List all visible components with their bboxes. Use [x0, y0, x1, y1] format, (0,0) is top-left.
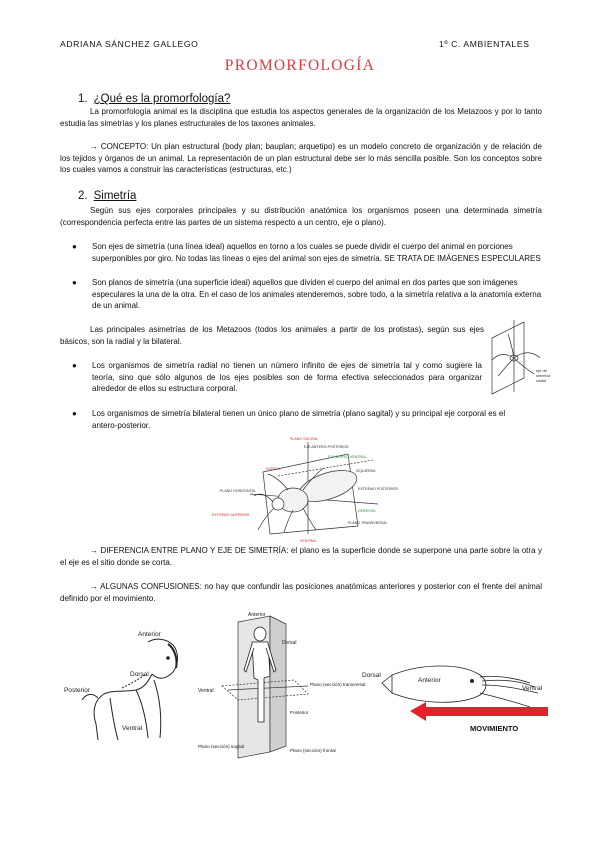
bullet-bilateral-text: Los organismos de simetría bilateral tienen un único plano de simetría (plano sagital) y su principal eje corporal es el antero-posterior.: [92, 409, 506, 430]
insect-bilateral-figure: [208, 434, 403, 544]
dog-figure: [64, 628, 190, 746]
section-2-number: 2.: [78, 190, 88, 202]
section-2-paragraph-3: → DIFERENCIA ENTRE PLANO Y EJE DE SIMETRÍA: el plano es la superficie donde se superpone una parte sobre la otra y el eje es el sitio donde se corta.: [60, 546, 542, 567]
bullet-dot: ●: [72, 409, 77, 418]
human-label-posterior: Posterior: [290, 710, 309, 715]
radial-symmetry-figure: [484, 318, 554, 396]
bullet-planos-text: Son planos de simetría (una superficie ideal) aquellos que dividen el cuerpo del animal en dos partes que son imágenes especulares la una de la otra. En el caso de los animales atenderemos, sobre todo, a la simetría relativa a la anatomía externa de un animal.: [92, 278, 542, 310]
section-1-title: ¿Qué es la promorfología?: [93, 93, 231, 105]
label-derecha: DERECHA: [358, 509, 376, 513]
dog-label-dorsal: Dorsal: [130, 671, 149, 678]
label-eje-antero: EJE ANTERO-POSTERIOR: [304, 445, 349, 449]
human-label-dorsal: Dorsal: [282, 640, 297, 646]
bullet-radial-text: Los organismos de simetría radial no tienen un número infinito de ejes de simetría tal y como sugiere la teoría, sino que sólo algunos de los ejes posibles son de forma efectiva seleccionados para organizar alrededor de ellos su estructura corporal.: [92, 361, 482, 393]
movement-label: MOVIMIENTO: [470, 724, 519, 733]
radial-label-3: radial: [536, 378, 546, 383]
section-2-paragraph-4: → ALGUNAS CONFUSIONES: no hay que confundir las posiciones anatómicas anteriores y posterior con el frente del animal definido por el movimiento.: [60, 582, 542, 603]
bullet-dot: ●: [72, 242, 77, 251]
human-label-plano-transversal: Plano (sección) transversal: [310, 682, 366, 687]
bullet-planos: [72, 277, 542, 312]
human-label-plano-sagital: Plano (sección) sagital: [198, 744, 245, 749]
section-1-number: 1.: [78, 93, 88, 105]
section-2-heading: [78, 189, 136, 204]
bullet-dot: ●: [72, 278, 77, 287]
human-label-anterior: Anterior: [248, 612, 266, 618]
section-1-heading: [78, 92, 230, 107]
movement-arrow-icon: [410, 702, 548, 721]
section-2-paragraph-2: Las principales asimetrías de los Metazoos (todos los animales a partir de los protistas), según sus ejes básicos, son la radial y la bilateral.: [60, 325, 484, 346]
bullet-dot: ●: [72, 361, 77, 370]
section-2-paragraph-1: Según sus ejes corporales principales y su distribución anatómica los organismos poseen una determinada simetría (correspondencia perfecta entre las partes de un sistema respecto a un centro, eje o plano).: [60, 206, 542, 227]
radial-label-2: simetría: [536, 373, 551, 378]
squid-label-dorsal: Dorsal: [362, 672, 381, 679]
squid-label-anterior: Anterior: [418, 677, 441, 684]
label-plano-sagital: PLANO SAGITAL: [290, 437, 319, 441]
movement-arrow-figure: [410, 700, 550, 734]
section-2-title: Simetría: [93, 190, 137, 202]
human-label-ventral: Ventral: [198, 688, 214, 694]
label-ventral: VENTRAL: [300, 539, 317, 543]
dog-label-anterior: Anterior: [138, 631, 161, 638]
bullet-bilateral: [72, 408, 512, 431]
label-dorsal: DORSAL: [266, 467, 281, 471]
course-name: 1º C. AMBIENTALES: [439, 39, 530, 49]
human-figure: [198, 612, 366, 762]
label-eje-dorso: EJE DORSO-VENTRAL: [328, 455, 367, 459]
bullet-ejes-text: Son ejes de simetría (una línea ideal) aquellos en torno a los cuales se puede dividir el cuerpo del animal en porciones superponibles por giro. No todas las líneas o ejes del animal son ejes de simetría. SE TRATA DE IMÁGENES ESPECULARES: [92, 242, 541, 263]
label-izquierda: IZQUIERDA: [356, 469, 376, 473]
bullet-ejes: [72, 241, 542, 264]
human-label-plano-frontal: Plano (sección) frontal: [290, 748, 336, 753]
dog-label-ventral: Ventral: [122, 725, 143, 732]
squid-label-ventral: Ventral: [522, 685, 543, 692]
author-name: ADRIANA SÁNCHEZ GALLEGO: [60, 39, 199, 49]
label-plano-horizontal: PLANO HORIZONTAL: [220, 489, 257, 493]
radial-label-1: eje de: [536, 368, 547, 373]
section-1-paragraph-1: La promorfología animal es la disciplina que estudia los aspectos generales de la organización de los Metazoos y por lo tanto estudia las simetrías y los planes estructurales de los taxones animales.: [60, 107, 542, 128]
label-extremo-posterior: EXTREMO POSTERIOR: [358, 487, 398, 491]
dog-label-posterior: Posterior: [64, 687, 91, 694]
label-plano-transversal: PLANO TRANSVERSAL: [348, 521, 388, 525]
bullet-radial: [72, 360, 482, 395]
label-extremo-anterior: EXTREMO ANTERIOR: [212, 513, 250, 517]
page-title: PROMORFOLOGÍA: [224, 57, 376, 74]
section-1-paragraph-2: → CONCEPTO: Un plan estructural (body plan; bauplan; arquetipo) es un modelo concreto de organización y de relación de los tejidos y órganos de un animal. La representación de un plan estructural debe ser lo más sencilla posible. Son los conceptos sobre los cuales vamos a construir las características (estructuras, etc.): [60, 142, 542, 174]
